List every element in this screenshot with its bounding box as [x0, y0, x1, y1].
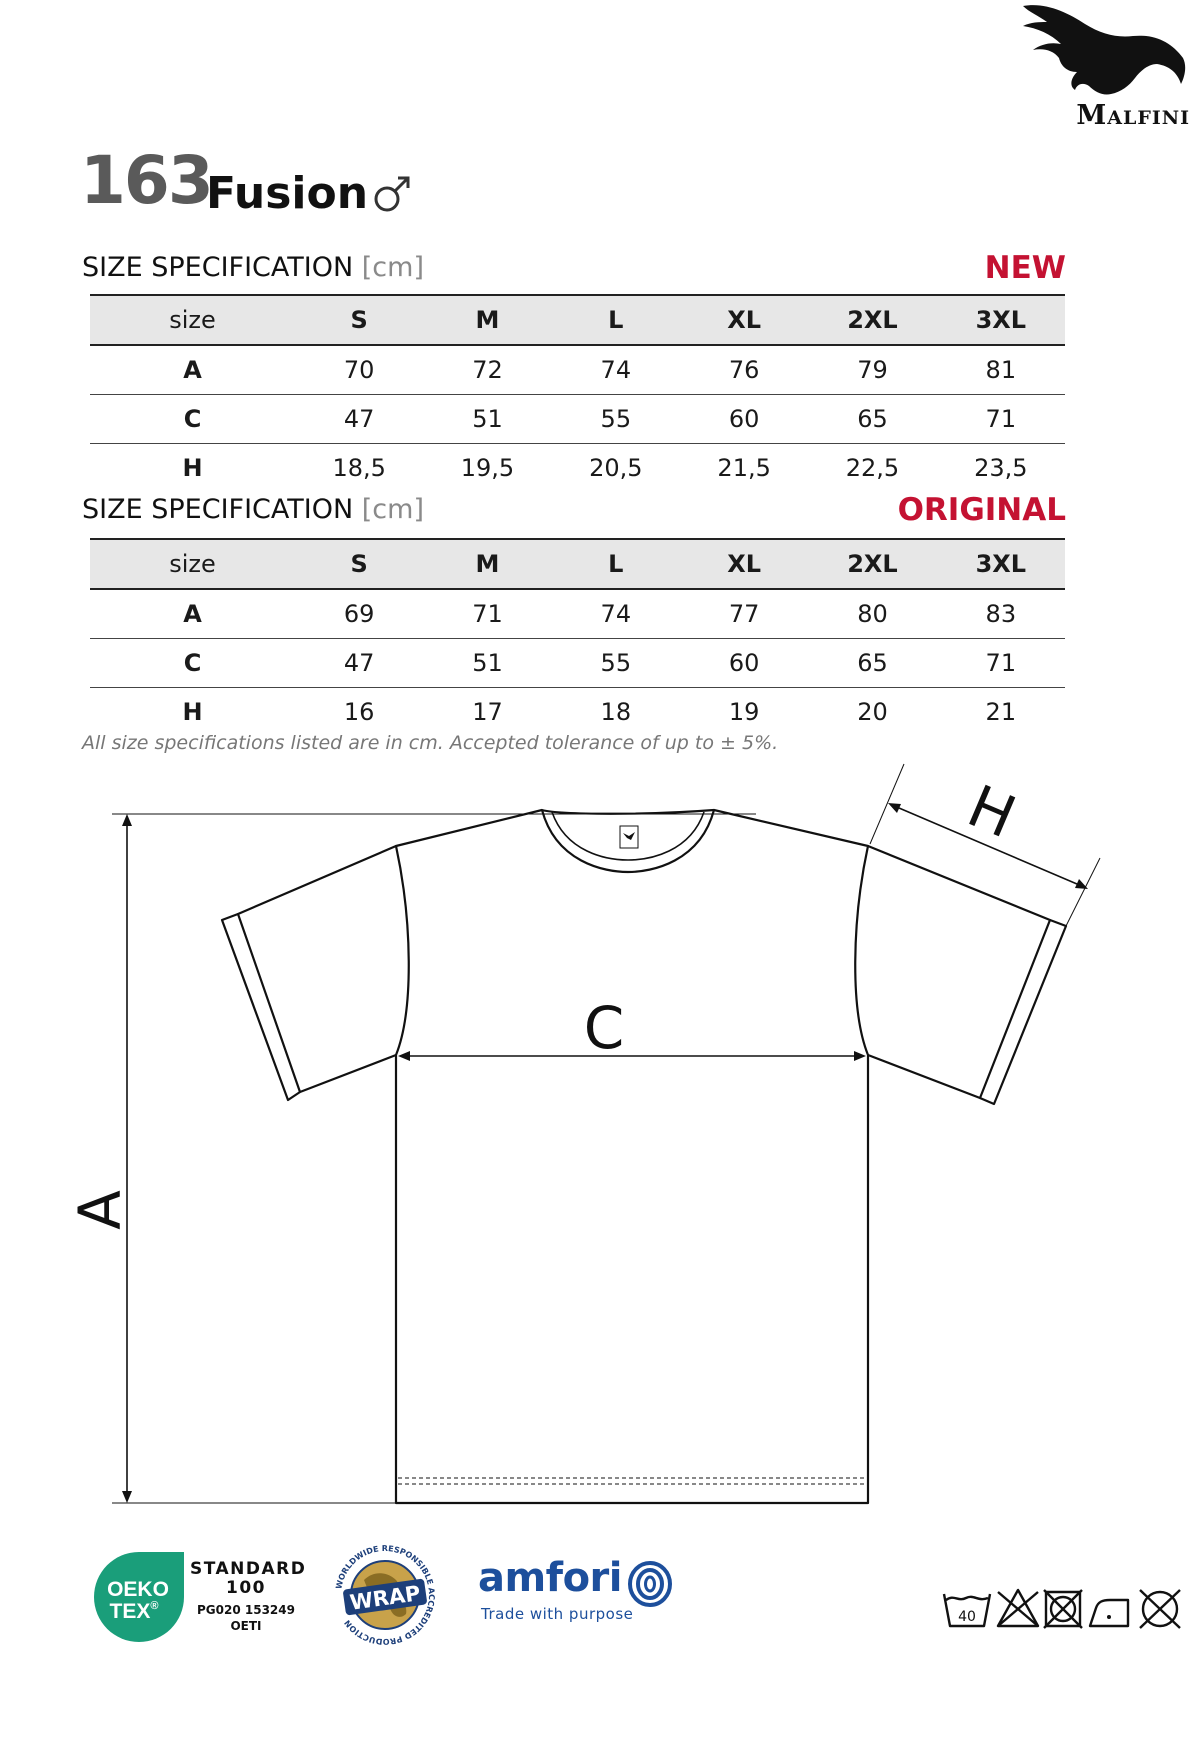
table-row: [90, 589, 1065, 639]
table-header-row: [90, 539, 1065, 589]
table-cell: 21: [985, 698, 1017, 726]
tshirt-outline: [396, 810, 868, 1503]
table-cell: 51: [423, 395, 551, 444]
version-label-original: ORIGINAL: [897, 492, 1066, 528]
table-cell: 17: [472, 698, 503, 726]
table-cell: 22,5: [845, 454, 900, 482]
table-cell: 65: [808, 395, 936, 444]
dimension-h-guide: [1066, 858, 1100, 926]
header-cell: L: [552, 539, 680, 589]
table-cell: 77: [680, 589, 808, 639]
table-cell: 18,5: [332, 454, 386, 482]
arrow-head: [122, 1491, 132, 1503]
header-cell: XL: [680, 539, 808, 589]
header-cell: 3XL: [937, 539, 1065, 589]
wrap-logo: [330, 1540, 440, 1650]
section-title-new: [82, 252, 424, 283]
oeko-standard-number: 100: [226, 1578, 266, 1598]
table-cell: 72: [423, 345, 551, 395]
table-cell: 74: [552, 345, 680, 395]
wrap-name: WRAP: [348, 1581, 422, 1615]
table-cell: 70: [295, 345, 423, 395]
right-sleeve: [868, 846, 1050, 1098]
table-cell: 80: [808, 589, 936, 639]
table-cell: 51: [423, 639, 551, 688]
table-cell: 20,5: [589, 454, 643, 482]
header-cell: size: [90, 295, 295, 345]
table-cell: 23,5: [974, 454, 1028, 482]
tshirt-measurement-diagram: [0, 760, 1200, 1520]
dimension-c-label: C: [583, 994, 625, 1062]
eagle-icon: [1023, 5, 1185, 94]
table-cell: 19: [728, 698, 760, 726]
header-cell: 2XL: [808, 295, 936, 345]
table-row: [90, 444, 1065, 493]
table-cell: 76: [680, 345, 808, 395]
amfori-name: amfori: [478, 1555, 622, 1601]
arrow-head: [122, 814, 132, 826]
table-cell: 71: [937, 639, 1065, 688]
oeko-tex-badge: [94, 1552, 184, 1642]
header-cell: size: [90, 539, 295, 589]
oeko-standard-text: STANDARD: [190, 1559, 307, 1579]
dimension-h-label: H: [958, 771, 1026, 852]
header-cell: 3XL: [937, 295, 1065, 345]
table-row: [90, 688, 1065, 737]
row-label: C: [90, 395, 295, 444]
section-unit: [cm]: [361, 252, 424, 283]
header-cell: 2XL: [808, 539, 936, 589]
table-cell: 21,5: [717, 454, 771, 482]
section-title-text: SIZE SPECIFICATION: [82, 252, 354, 283]
version-label-new: NEW: [984, 250, 1066, 286]
section-title-original: [82, 494, 424, 525]
iron-low-icon: [1090, 1600, 1128, 1626]
table-header-row: [90, 295, 1065, 345]
no-tumble-dry-icon: [1044, 1590, 1082, 1628]
arrow-head: [854, 1051, 866, 1061]
no-dry-clean-icon: [1140, 1590, 1180, 1628]
care-symbols: [942, 1586, 1182, 1630]
table-cell: 71: [937, 395, 1065, 444]
row-label: H: [182, 454, 203, 482]
header-cell: L: [552, 295, 680, 345]
table-cell: 81: [937, 345, 1065, 395]
table-cell: 79: [808, 345, 936, 395]
header-cell: XL: [680, 295, 808, 345]
left-cuff: [222, 914, 300, 1100]
arrow-head: [398, 1051, 410, 1061]
amfori-spiral-icon: [627, 1561, 673, 1607]
header-cell: M: [423, 539, 551, 589]
oeko-institute: OETI: [230, 1619, 262, 1633]
section-title-text: SIZE SPECIFICATION: [82, 494, 354, 525]
header-cell: S: [295, 295, 423, 345]
wash-temp-label: 40: [958, 1609, 976, 1625]
wrap-ring-text: WORLDWIDE RESPONSIBLE ACCREDITED PRODUCTION: [334, 1543, 437, 1647]
header-cell: S: [295, 539, 423, 589]
table-cell: 18: [600, 698, 632, 726]
tolerance-note: All size specifications listed are in cm. Accepted tolerance of up to ± 5%.: [82, 732, 779, 754]
row-label: A: [90, 589, 295, 639]
table-cell: 19,5: [460, 454, 515, 482]
table-row: [90, 639, 1065, 688]
header-cell: M: [423, 295, 551, 345]
table-row: [90, 345, 1065, 395]
row-label: C: [90, 639, 295, 688]
table-cell: 55: [552, 639, 680, 688]
male-symbol-icon: [370, 172, 414, 216]
oeko-line2-text: TEX: [109, 1600, 151, 1623]
size-table-original: [90, 538, 1065, 736]
right-cuff: [980, 920, 1066, 1104]
size-table-new: [90, 294, 1065, 492]
oeko-standard: [190, 1559, 307, 1598]
table-cell: 60: [680, 639, 808, 688]
amfori-tagline: Trade with purpose: [481, 1605, 634, 1623]
oeko-certificate: [192, 1602, 300, 1634]
oeko-line1: OEKO: [107, 1578, 169, 1601]
table-cell: 69: [295, 589, 423, 639]
table-cell: 55: [552, 395, 680, 444]
brand-name: Malfini: [1076, 100, 1190, 131]
arrow-head: [1075, 879, 1088, 889]
oeko-certificate-code: PG020 153249: [197, 1603, 295, 1617]
section-unit: [cm]: [361, 494, 424, 525]
table-cell: 74: [552, 589, 680, 639]
table-cell: 65: [808, 639, 936, 688]
table-row: [90, 395, 1065, 444]
table-cell: 47: [295, 395, 423, 444]
row-label: A: [90, 345, 295, 395]
oeko-reg-mark: ®: [150, 1600, 159, 1612]
table-cell: 16: [343, 698, 375, 726]
row-label: H: [182, 698, 203, 726]
product-number: 163: [80, 142, 212, 219]
table-cell: 83: [937, 589, 1065, 639]
no-bleach-icon: [998, 1590, 1038, 1626]
product-name: Fusion: [206, 168, 369, 219]
table-cell: 71: [423, 589, 551, 639]
table-cell: 47: [295, 639, 423, 688]
table-cell: 60: [680, 395, 808, 444]
table-cell: 20: [857, 698, 888, 726]
left-sleeve: [238, 846, 396, 1092]
arrow-head: [888, 803, 901, 813]
dimension-a-label: A: [66, 1190, 134, 1230]
